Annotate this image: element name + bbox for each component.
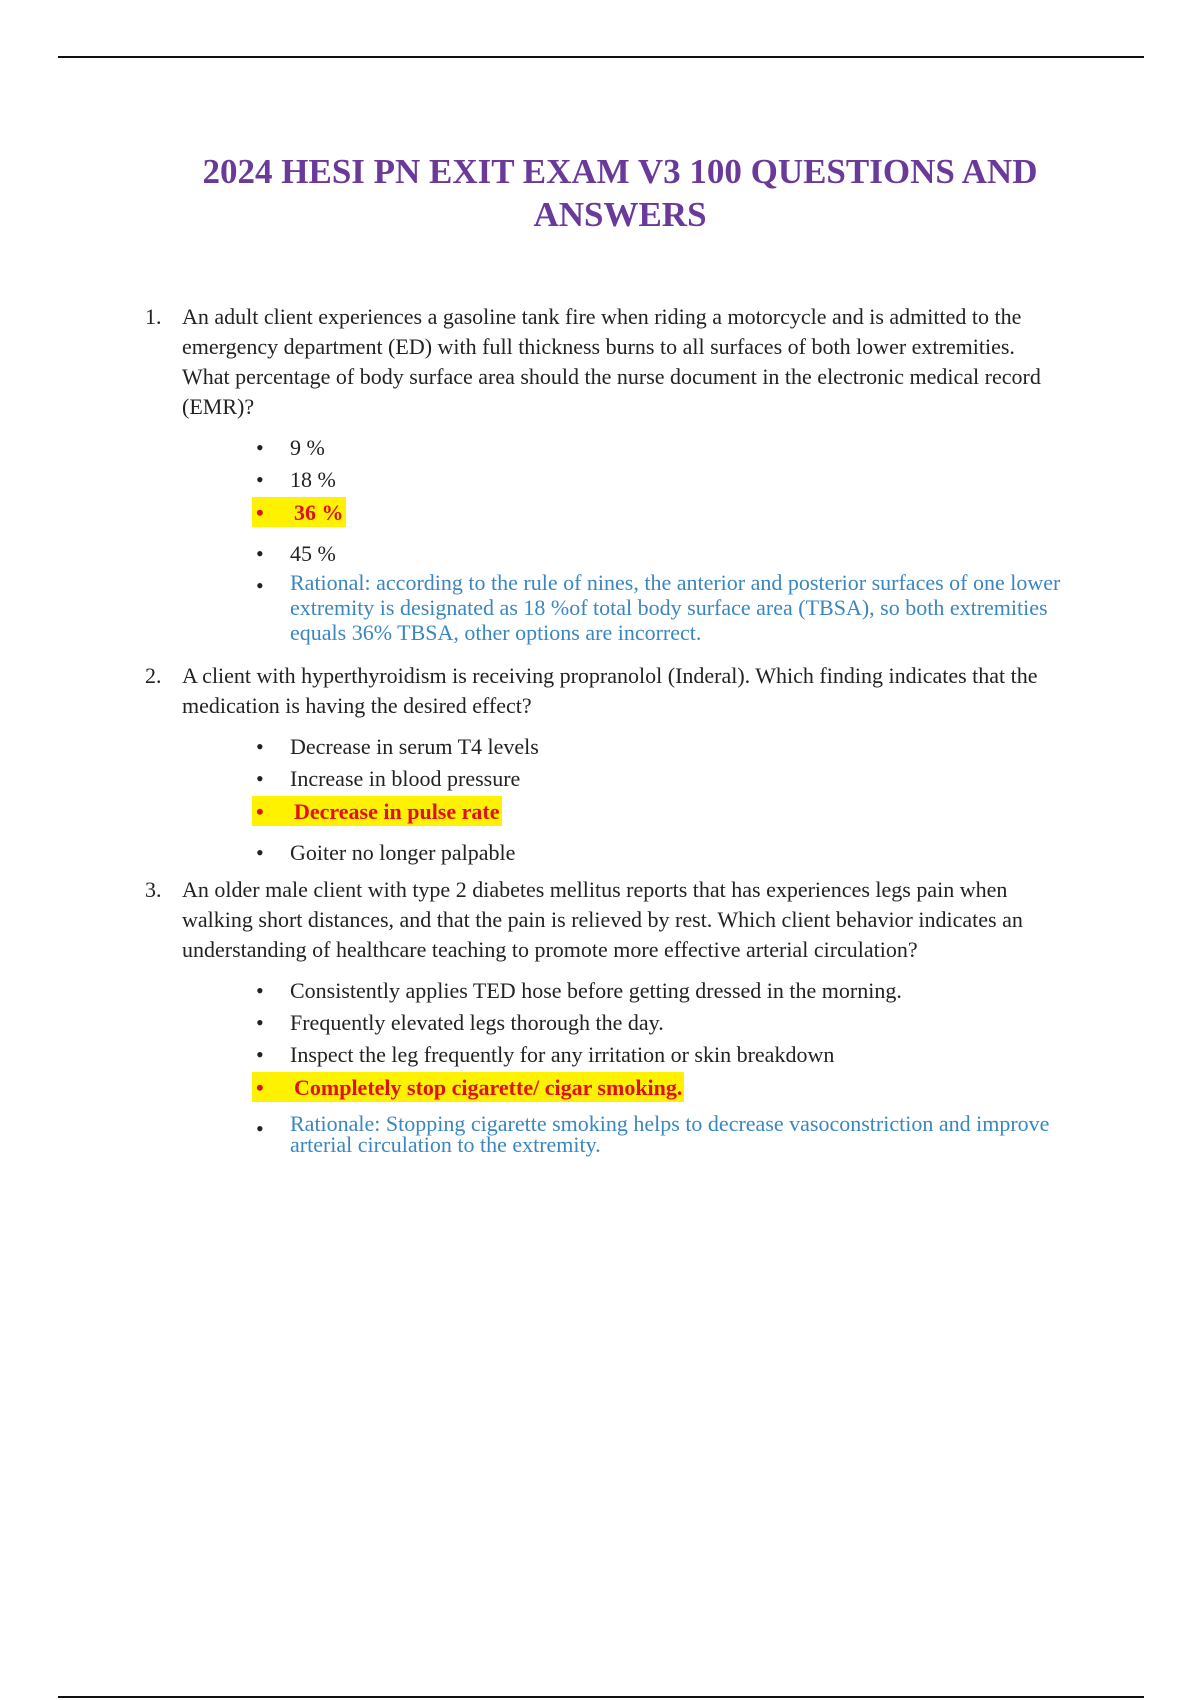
rationale-text: Rationale: Stopping cigarette smoking helps to decrease vasoconstriction and improve arterial circulation to the extremity. xyxy=(290,1111,1050,1157)
answer-text: Decrease in pulse rate xyxy=(294,799,500,824)
option-text: Increase in blood pressure xyxy=(290,766,521,791)
option-list xyxy=(0,975,1200,1155)
question-text: An adult client experiences a gasoline tank fire when riding a motorcycle and is admitted to the emergency department (ED) with full thickness burns to all surfaces of both lower extremities. What percentage of body surface area should the nurse document in the electronic medical record (EMR)? xyxy=(182,304,1041,419)
option-text: Consistently applies TED hose before getting dressed in the morning. xyxy=(290,978,902,1003)
question-text: An older male client with type 2 diabetes mellitus reports that has experiences legs pain when walking short distances, and that the pain is relieved by rest. Which client behavior indicates an understanding of healthcare teaching to promote more effective arterial circulation? xyxy=(182,877,1023,962)
bullet-icon: • xyxy=(256,734,264,759)
option-item xyxy=(0,763,1200,795)
bullet-icon: • xyxy=(256,1075,264,1100)
rationale-text: Rational: according to the rule of nines, the anterior and posterior surfaces of one lower extremity is designated as 18 %of total body surface area (TBSA), so both extremities equals 36% TBSA, other options are incorrect. xyxy=(290,570,1061,645)
answer-text: Completely stop cigarette/ cigar smoking. xyxy=(294,1075,683,1100)
bullet-icon: • xyxy=(256,467,264,492)
answer-highlight xyxy=(252,1072,684,1102)
question-text: A client with hyperthyroidism is receiving propranolol (Inderal). Which finding indicates that the medication is having the desired effect? xyxy=(182,663,1038,718)
bottom-rule xyxy=(58,1696,1144,1698)
option-item xyxy=(0,731,1200,763)
question-list xyxy=(0,302,1200,1155)
answer-highlight xyxy=(252,497,346,527)
question-1 xyxy=(0,302,1200,645)
bullet-icon: • xyxy=(256,1042,264,1067)
option-item xyxy=(0,538,1200,570)
bullet-icon: • xyxy=(256,541,264,566)
option-text: 45 % xyxy=(290,541,336,566)
option-item xyxy=(0,464,1200,496)
rationale xyxy=(0,570,1200,645)
option-item xyxy=(0,432,1200,464)
option-text: Inspect the leg frequently for any irritation or skin breakdown xyxy=(290,1042,835,1067)
option-text: 9 % xyxy=(290,435,325,460)
bullet-icon: • xyxy=(256,840,264,865)
option-text: 18 % xyxy=(290,467,336,492)
bullet-icon: • xyxy=(256,1010,264,1035)
top-rule xyxy=(58,56,1144,58)
question-number: 1. xyxy=(145,304,162,329)
bullet-icon: • xyxy=(256,435,264,460)
bullet-icon: • xyxy=(256,1116,264,1141)
option-item xyxy=(0,1007,1200,1039)
bullet-icon: • xyxy=(256,766,264,791)
option-item xyxy=(0,1039,1200,1071)
option-list xyxy=(0,731,1200,869)
bullet-icon: • xyxy=(256,573,264,598)
option-text: Frequently elevated legs thorough the day. xyxy=(290,1010,664,1035)
question-number: 2. xyxy=(145,663,162,688)
option-text: Decrease in serum T4 levels xyxy=(290,734,539,759)
bullet-icon: • xyxy=(256,500,264,525)
question-2 xyxy=(0,661,1200,869)
answer-highlight xyxy=(252,796,502,826)
answer-text: 36 % xyxy=(294,500,344,525)
rationale xyxy=(0,1113,1200,1155)
question-number: 3. xyxy=(145,877,162,902)
question-3 xyxy=(0,875,1200,1155)
bullet-icon: • xyxy=(256,799,264,824)
document-title: 2024 HESI PN EXIT EXAM V3 100 QUESTIONS AND ANSWERS xyxy=(202,152,1038,234)
bullet-icon: • xyxy=(256,978,264,1003)
option-text: Goiter no longer palpable xyxy=(290,840,516,865)
option-item xyxy=(0,975,1200,1007)
option-item xyxy=(0,837,1200,869)
option-list xyxy=(0,432,1200,645)
